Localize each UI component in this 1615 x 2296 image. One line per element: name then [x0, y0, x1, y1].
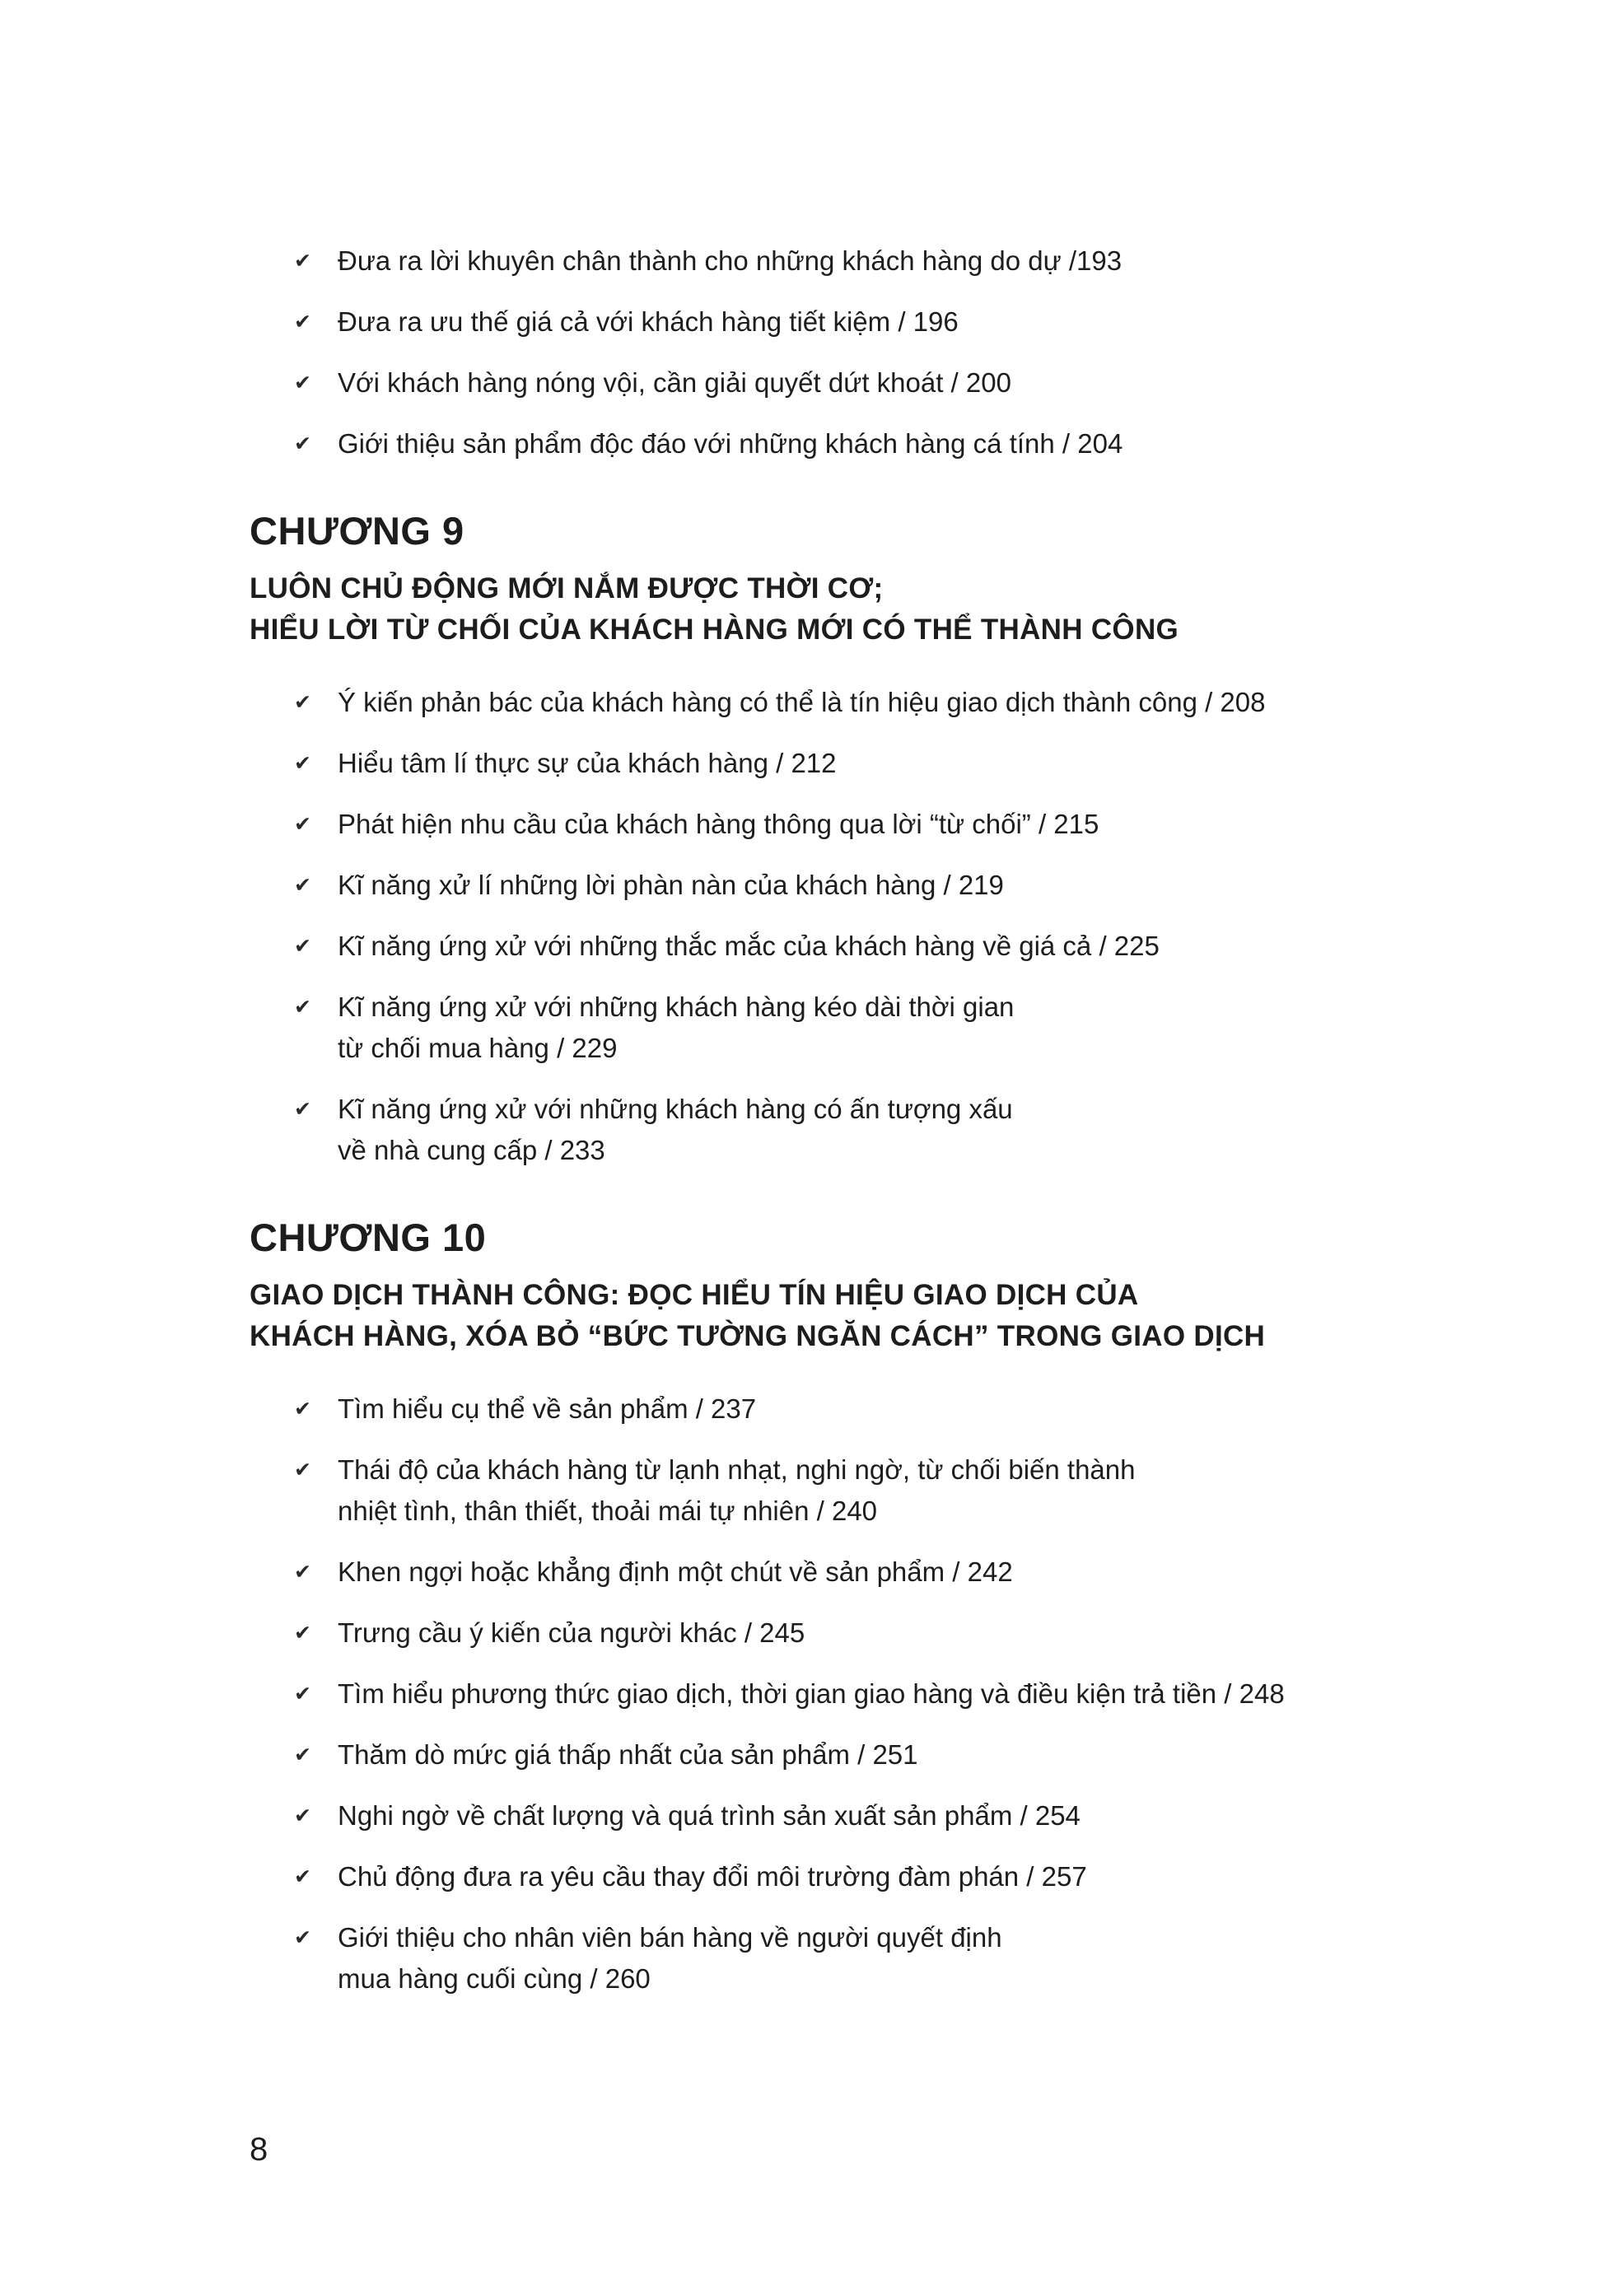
toc-list: [250, 1388, 1426, 2000]
chapter-subtitle-line: LUÔN CHỦ ĐỘNG MỚI NẮM ĐƯỢC THỜI CƠ;: [250, 572, 884, 604]
check-icon: ✔: [294, 1682, 311, 1706]
check-icon: ✔: [294, 1926, 311, 1949]
check-icon: ✔: [294, 1098, 311, 1121]
check-icon: ✔: [294, 1743, 311, 1766]
toc-item-text: [338, 1795, 1426, 1836]
toc-item-line: mua hàng cuối cùng / 260: [338, 1963, 651, 1994]
toc-item: [250, 1089, 1426, 1171]
check-icon: ✔: [294, 996, 311, 1019]
toc-item-text: [338, 804, 1426, 845]
toc-item-line: Thăm dò mức giá thấp nhất của sản phẩm / 251: [338, 1739, 918, 1770]
check-icon: ✔: [294, 1398, 311, 1421]
toc-item: [250, 1552, 1426, 1593]
toc-item-text: [338, 1449, 1426, 1532]
toc-item-text: [338, 1917, 1426, 2000]
toc-item-text: [338, 987, 1426, 1069]
toc-item-text: [338, 1673, 1426, 1715]
toc-item-line: Tìm hiểu cụ thể về sản phẩm / 237: [338, 1393, 757, 1424]
chapter-subtitle-line: GIAO DỊCH THÀNH CÔNG: ĐỌC HIỂU TÍN HIỆU GIAO DỊCH CỦA: [250, 1279, 1139, 1311]
toc-item-line: nhiệt tình, thân thiết, thoải mái tự nhiên / 240: [338, 1496, 878, 1526]
toc-item-text: [338, 240, 1426, 282]
toc-item-line: Tìm hiểu phương thức giao dịch, thời gian giao hàng và điều kiện trả tiền / 248: [338, 1678, 1285, 1709]
toc-item-line: Giới thiệu sản phẩm độc đáo với những khách hàng cá tính / 204: [338, 428, 1123, 459]
toc-item-line: Kĩ năng xử lí những lời phàn nàn của khách hàng / 219: [338, 870, 1004, 900]
chapter-heading: [250, 1214, 1426, 1357]
toc-item-line: về nhà cung cấp / 233: [338, 1135, 605, 1165]
toc-item: [250, 804, 1426, 845]
chapter-title: CHƯƠNG 10: [250, 1216, 487, 1259]
toc-item-text: [338, 682, 1426, 723]
toc-item-line: Ý kiến phản bác của khách hàng có thể là tín hiệu giao dịch thành công / 208: [338, 687, 1266, 717]
check-icon: ✔: [294, 1561, 311, 1584]
toc-item-line: Kĩ năng ứng xử với những khách hàng có ấn tượng xấu: [338, 1094, 1013, 1124]
toc-item-text: [338, 926, 1426, 967]
toc-item: [250, 1795, 1426, 1836]
chapter-subtitle-line: KHÁCH HÀNG, XÓA BỎ “BỨC TƯỜNG NGĂN CÁCH” TRONG GIAO DỊCH: [250, 1320, 1266, 1352]
toc-item-text: [338, 1089, 1426, 1171]
toc-list: [250, 682, 1426, 1171]
toc-item: [250, 1673, 1426, 1715]
toc-item: [250, 240, 1426, 282]
toc-item: [250, 1612, 1426, 1654]
toc-item: [250, 926, 1426, 967]
toc-item-text: [338, 1552, 1426, 1593]
check-icon: ✔: [294, 752, 311, 775]
toc-item-text: [338, 1734, 1426, 1776]
toc-item-text: [338, 865, 1426, 906]
toc-item: [250, 987, 1426, 1069]
toc-item-line: Đưa ra ưu thế giá cả với khách hàng tiết kiệm / 196: [338, 306, 959, 337]
toc-item-text: [338, 301, 1426, 343]
toc-item: [250, 1856, 1426, 1897]
toc-item: [250, 301, 1426, 343]
toc-item-line: Khen ngợi hoặc khẳng định một chút về sản phẩm / 242: [338, 1556, 1013, 1587]
check-icon: ✔: [294, 1458, 311, 1482]
toc-item-line: Đưa ra lời khuyên chân thành cho những khách hàng do dự /193: [338, 245, 1123, 276]
toc-item: [250, 682, 1426, 723]
toc-item-line: Kĩ năng ứng xử với những khách hàng kéo dài thời gian: [338, 992, 1015, 1022]
check-icon: ✔: [294, 1622, 311, 1645]
chapter-subtitle-line: HIỂU LỜI TỪ CHỐI CỦA KHÁCH HÀNG MỚI CÓ THỂ THÀNH CÔNG: [250, 614, 1179, 646]
page-number: 8: [250, 2131, 268, 2168]
check-icon: ✔: [294, 1804, 311, 1827]
check-icon: ✔: [294, 691, 311, 714]
check-icon: ✔: [294, 874, 311, 897]
toc-item-line: Giới thiệu cho nhân viên bán hàng về người quyết định: [338, 1922, 1002, 1953]
toc-item: [250, 1917, 1426, 2000]
toc-item-line: Phát hiện nhu cầu của khách hàng thông qua lời “từ chối” / 215: [338, 809, 1099, 839]
toc-item-text: [338, 743, 1426, 784]
toc-item: [250, 423, 1426, 464]
toc-item-line: Chủ động đưa ra yêu cầu thay đổi môi trường đàm phán / 257: [338, 1861, 1087, 1892]
toc-item: [250, 1734, 1426, 1776]
check-icon: ✔: [294, 1865, 311, 1888]
toc-item-line: Với khách hàng nóng vội, cần giải quyết dứt khoát / 200: [338, 367, 1011, 398]
toc-item: [250, 865, 1426, 906]
toc-item: [250, 1388, 1426, 1430]
toc-item: [250, 362, 1426, 404]
toc-item-text: [338, 1612, 1426, 1654]
check-icon: ✔: [294, 432, 311, 455]
check-icon: ✔: [294, 250, 311, 273]
chapter-subtitle: [250, 1275, 1426, 1357]
toc-item-line: Kĩ năng ứng xử với những thắc mắc của khách hàng về giá cả / 225: [338, 931, 1160, 961]
chapter-subtitle: [250, 568, 1426, 651]
chapter-title: CHƯƠNG 9: [250, 509, 464, 553]
check-icon: ✔: [294, 371, 311, 394]
toc-item: [250, 1449, 1426, 1532]
toc-item-text: [338, 423, 1426, 464]
toc-item-text: [338, 1388, 1426, 1430]
check-icon: ✔: [294, 310, 311, 334]
toc-list: [250, 240, 1426, 464]
toc-item-text: [338, 362, 1426, 404]
toc-item-line: Thái độ của khách hàng từ lạnh nhạt, nghi ngờ, từ chối biến thành: [338, 1454, 1136, 1485]
check-icon: ✔: [294, 935, 311, 958]
toc-item-line: Nghi ngờ về chất lượng và quá trình sản xuất sản phẩm / 254: [338, 1800, 1081, 1831]
chapter-heading: [250, 507, 1426, 651]
check-icon: ✔: [294, 813, 311, 836]
toc-item-line: Trưng cầu ý kiến của người khác / 245: [338, 1617, 805, 1648]
toc-item: [250, 743, 1426, 784]
toc-item-line: từ chối mua hàng / 229: [338, 1033, 618, 1063]
toc-item-line: Hiểu tâm lí thực sự của khách hàng / 212: [338, 748, 837, 778]
toc-item-text: [338, 1856, 1426, 1897]
